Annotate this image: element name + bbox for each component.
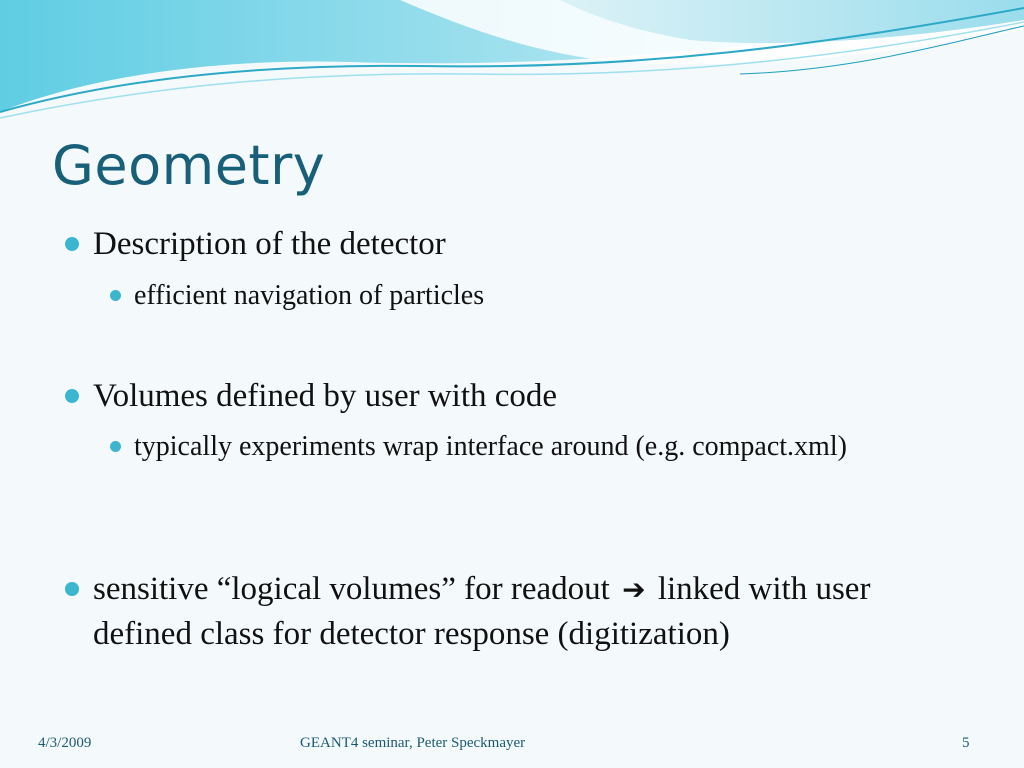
bullet-text: Volumes defined by user with code	[93, 378, 558, 414]
bullet-text-after-arrow: linked with user defined class for detector response (digitization)	[93, 571, 871, 652]
slide-title: Geometry	[52, 134, 326, 197]
sub-bullet-dot-icon	[110, 290, 121, 301]
footer-page-number: 5	[962, 735, 970, 751]
bullet-text: Description of the detector	[93, 226, 446, 262]
bullet-dot-icon	[65, 582, 79, 596]
sub-bullet-typically-experiments	[134, 426, 894, 468]
bullet-dot-icon	[65, 237, 79, 251]
bullet-text-before-arrow: sensitive “logical volumes” for readout	[93, 571, 610, 607]
header-wave-decoration	[0, 0, 1024, 130]
bullet-sensitive-logical-volumes	[93, 567, 953, 656]
footer-presentation-info: GEANT4 seminar, Peter Speckmayer	[300, 735, 526, 751]
sub-bullet-dot-icon	[110, 441, 121, 452]
bullet-description-of-detector	[93, 222, 973, 266]
sub-bullet-efficient-navigation	[134, 275, 964, 317]
sub-bullet-text: typically experiments wrap interface around (e.g. compact.xml)	[134, 431, 847, 462]
sub-bullet-text: efficient navigation of particles	[134, 280, 485, 311]
right-arrow-icon: ➔	[622, 573, 646, 606]
bullet-dot-icon	[65, 389, 79, 403]
footer-date: 4/3/2009	[38, 735, 92, 751]
bullet-volumes-defined	[93, 374, 973, 418]
